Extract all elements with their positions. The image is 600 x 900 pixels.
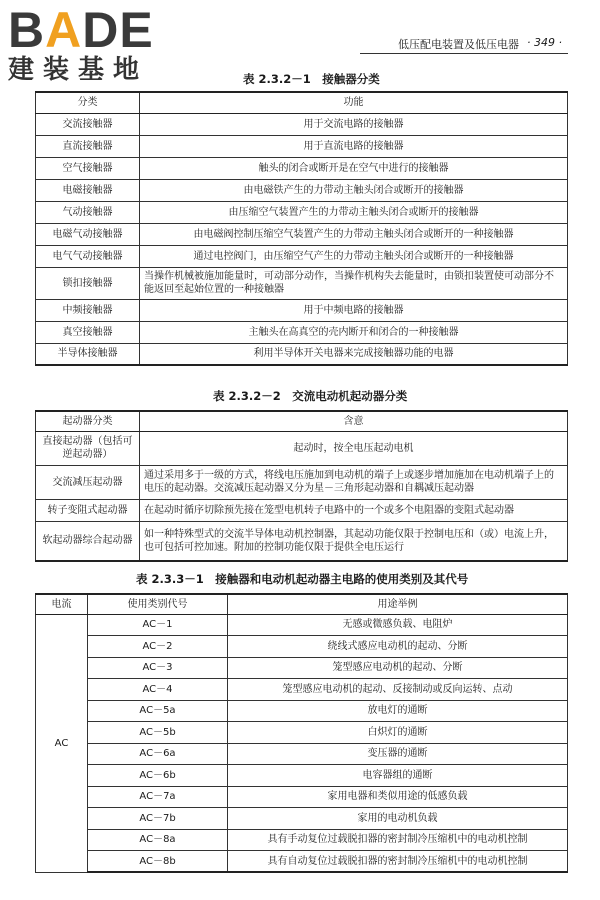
header-rule <box>360 53 568 54</box>
contactor-classification-table <box>35 91 568 366</box>
utilization-category-table <box>35 593 568 873</box>
table-header-row <box>36 92 568 113</box>
contactor-type-cell: 中频接触器 <box>36 299 140 321</box>
contactor-function-cell: 用于中频电路的接触器 <box>140 299 568 321</box>
table-header-row <box>36 594 568 614</box>
category-code-cell: AC－7b <box>88 808 228 830</box>
table-row <box>36 179 568 201</box>
application-example-cell: 绕线式感应电动机的起动、分断 <box>228 636 568 658</box>
category-code-cell: AC－3 <box>88 657 228 679</box>
logo-subtitle: 建装基地 <box>8 55 149 85</box>
category-code-cell: AC－4 <box>88 679 228 701</box>
starter-type-cell: 直接起动器（包括可逆起动器） <box>36 431 140 465</box>
table-row <box>36 431 568 465</box>
contactor-function-cell: 用于交流电路的接触器 <box>140 113 568 135</box>
column-header: 功能 <box>140 92 568 113</box>
table-row <box>36 765 568 787</box>
starter-type-cell: 交流减压起动器 <box>36 465 140 499</box>
application-example-cell: 变压器的通断 <box>228 743 568 765</box>
column-header: 用途举例 <box>228 594 568 614</box>
table-row <box>36 343 568 365</box>
logo-wordmark: BADE <box>8 2 154 58</box>
category-code-cell: AC－7a <box>88 786 228 808</box>
table3-caption: 表 2.3.3－1 接触器和电动机起动器主电路的使用类别及其代号 <box>136 572 469 586</box>
table-row <box>36 700 568 722</box>
contactor-function-cell: 主触头在高真空的壳内断开和闭合的一种接触器 <box>140 321 568 343</box>
application-example-cell: 笼型感应电动机的起动、反接制动或反向运转、点动 <box>228 679 568 701</box>
table-row <box>36 499 568 521</box>
application-example-cell: 笼型感应电动机的起动、分断 <box>228 657 568 679</box>
contactor-function-cell: 由电磁铁产生的力带动主触头闭合或断开的接触器 <box>140 179 568 201</box>
category-code-cell: AC－2 <box>88 636 228 658</box>
table-row <box>36 657 568 679</box>
column-header: 使用类别代号 <box>88 594 228 614</box>
category-code-cell: AC－5a <box>88 700 228 722</box>
starter-type-cell: 软起动器综合起动器 <box>36 521 140 561</box>
contactor-function-cell: 触头的闭合或断开是在空气中进行的接触器 <box>140 157 568 179</box>
table-row <box>36 743 568 765</box>
starter-meaning-cell: 如一种特殊型式的交流半导体电动机控制器，其起动功能仅限于控制电压和（或）电流上升，也可包括可控加速。附加的控制功能仅限于提供全电压运行 <box>140 521 568 561</box>
category-code-cell: AC－6b <box>88 765 228 787</box>
category-code-cell: AC－5b <box>88 722 228 744</box>
contactor-type-cell: 直流接触器 <box>36 135 140 157</box>
application-example-cell: 放电灯的通断 <box>228 700 568 722</box>
current-type-cell: AC <box>36 614 88 872</box>
table-row <box>36 722 568 744</box>
contactor-type-cell: 真空接触器 <box>36 321 140 343</box>
table-row <box>36 299 568 321</box>
category-code-cell: AC－1 <box>88 614 228 636</box>
contactor-type-cell: 交流接触器 <box>36 113 140 135</box>
table-row <box>36 786 568 808</box>
application-example-cell: 家用电器和类似用途的低感负载 <box>228 786 568 808</box>
application-example-cell: 白炽灯的通断 <box>228 722 568 744</box>
table-row <box>36 851 568 873</box>
starter-meaning-cell: 起动时，按全电压起动电机 <box>140 431 568 465</box>
table-row <box>36 157 568 179</box>
contactor-function-cell: 用于直流电路的接触器 <box>140 135 568 157</box>
table-row <box>36 321 568 343</box>
contactor-function-cell: 当操作机械被施加能量时，可动部分动作，当操作机构失去能量时，由锁扣装置使可动部分不能返回至起始位置的一种接触器 <box>140 267 568 299</box>
category-code-cell: AC－6a <box>88 743 228 765</box>
contactor-type-cell: 空气接触器 <box>36 157 140 179</box>
contactor-type-cell: 气动接触器 <box>36 201 140 223</box>
table-row <box>36 245 568 267</box>
application-example-cell: 电容器组的通断 <box>228 765 568 787</box>
column-header: 分类 <box>36 92 140 113</box>
table-row <box>36 135 568 157</box>
table-row <box>36 521 568 561</box>
column-header: 含意 <box>140 411 568 431</box>
contactor-function-cell: 利用半导体开关电器来完成接触器功能的电器 <box>140 343 568 365</box>
table-row <box>36 465 568 499</box>
table2-caption: 表 2.3.2－2 交流电动机起动器分类 <box>213 389 408 403</box>
column-header: 电流 <box>36 594 88 614</box>
contactor-type-cell: 电磁接触器 <box>36 179 140 201</box>
table-row <box>36 636 568 658</box>
contactor-function-cell: 由电磁阀控制压缩空气装置产生的力带动主触头闭合或断开的一种接触器 <box>140 223 568 245</box>
table-row <box>36 808 568 830</box>
table-row <box>36 829 568 851</box>
contactor-type-cell: 锁扣接触器 <box>36 267 140 299</box>
page-number: · 349 · <box>527 36 562 49</box>
contactor-type-cell: 电气气动接触器 <box>36 245 140 267</box>
table-row <box>36 201 568 223</box>
starter-type-cell: 转子变阻式起动器 <box>36 499 140 521</box>
contactor-type-cell: 电磁气动接触器 <box>36 223 140 245</box>
contactor-type-cell: 半导体接触器 <box>36 343 140 365</box>
table-row <box>36 223 568 245</box>
table-row <box>36 614 568 636</box>
category-code-cell: AC－8b <box>88 851 228 873</box>
table-row <box>36 679 568 701</box>
brand-logo <box>8 4 178 86</box>
application-example-cell: 无感或微感负载、电阻炉 <box>228 614 568 636</box>
running-header-title: 低压配电装置及低压电器 <box>398 38 519 51</box>
starter-meaning-cell: 通过采用多于一级的方式，将线电压施加到电动机的端子上或逐步增加施加在电动机端子上的电压的起动器。交流减压起动器又分为星－三角形起动器和自耦减压起动器 <box>140 465 568 499</box>
table-header-row <box>36 411 568 431</box>
table-row <box>36 267 568 299</box>
contactor-function-cell: 由压缩空气装置产生的力带动主触头闭合或断开的接触器 <box>140 201 568 223</box>
table-row <box>36 113 568 135</box>
application-example-cell: 具有手动复位过载脱扣器的密封制冷压缩机中的电动机控制 <box>228 829 568 851</box>
application-example-cell: 具有自动复位过载脱扣器的密封制冷压缩机中的电动机控制 <box>228 851 568 873</box>
column-header: 起动器分类 <box>36 411 140 431</box>
table1-caption: 表 2.3.2－1 接触器分类 <box>243 72 380 86</box>
starter-classification-table <box>35 410 568 562</box>
starter-meaning-cell: 在起动时循序切除预先接在笼型电机转子电路中的一个或多个电阻器的变阻式起动器 <box>140 499 568 521</box>
category-code-cell: AC－8a <box>88 829 228 851</box>
application-example-cell: 家用的电动机负载 <box>228 808 568 830</box>
contactor-function-cell: 通过电控阀门，由压缩空气产生的力带动主触头闭合或断开的一种接触器 <box>140 245 568 267</box>
